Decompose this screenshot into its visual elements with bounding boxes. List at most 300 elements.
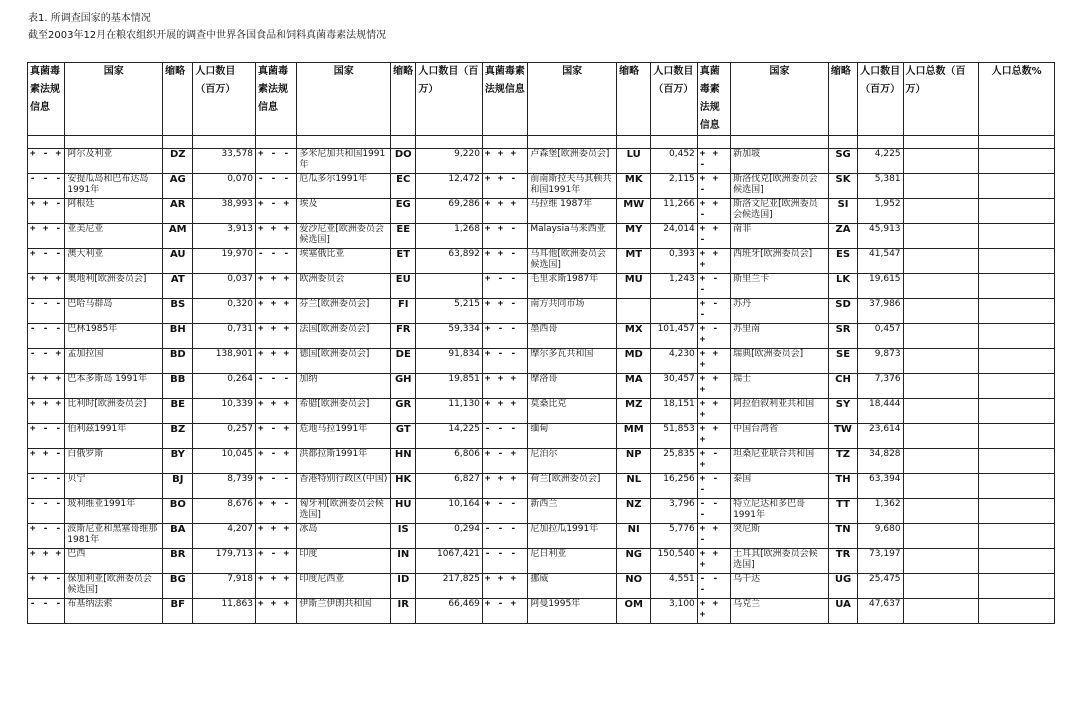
table-row bbox=[28, 549, 1055, 574]
country-code: ID bbox=[391, 574, 416, 599]
population: 11,130 bbox=[416, 399, 483, 424]
regulation-symbols: - - + bbox=[28, 349, 65, 374]
country-code: SY bbox=[828, 399, 857, 424]
country-code: GH bbox=[391, 374, 416, 399]
country-code: AG bbox=[163, 174, 193, 199]
country-code: BS bbox=[163, 299, 193, 324]
population: 0,320 bbox=[193, 299, 256, 324]
table-row bbox=[28, 374, 1055, 399]
population: 179,713 bbox=[193, 549, 256, 574]
population: 91,834 bbox=[416, 349, 483, 374]
country-name: 欧洲委员会 bbox=[297, 274, 391, 299]
table-row bbox=[28, 249, 1055, 274]
country-code: ET bbox=[391, 249, 416, 274]
regulation-symbols: + + - bbox=[482, 174, 527, 199]
country-name: 玻利维亚1991年 bbox=[65, 499, 163, 524]
regulation-symbols: - - - bbox=[28, 499, 65, 524]
country-code: TZ bbox=[828, 449, 857, 474]
country-code: DE bbox=[391, 349, 416, 374]
header-country: 国家 bbox=[528, 63, 617, 136]
regulation-symbols: + - - bbox=[28, 524, 65, 549]
population-total bbox=[903, 424, 979, 449]
population: 14,225 bbox=[416, 424, 483, 449]
regulation-symbols: + + + bbox=[482, 399, 527, 424]
population-total bbox=[903, 199, 979, 224]
population-total bbox=[903, 349, 979, 374]
country-name: 苏里南 bbox=[731, 324, 829, 349]
country-name: 斯洛文尼亚[欧洲委员会候选国] bbox=[731, 199, 829, 224]
regulation-symbols: + + + bbox=[482, 199, 527, 224]
country-name: 伯利兹1991年 bbox=[65, 424, 163, 449]
country-name: 南非 bbox=[731, 224, 829, 249]
population-total bbox=[903, 549, 979, 574]
population: 0,257 bbox=[193, 424, 256, 449]
population: 30,457 bbox=[651, 374, 697, 399]
regulation-symbols: + - - bbox=[697, 299, 730, 324]
regulation-symbols: - - - bbox=[697, 574, 730, 599]
country-name: 乌干达 bbox=[731, 574, 829, 599]
population-percent bbox=[979, 449, 1055, 474]
header-reg: 真菌毒素法规信息 bbox=[482, 63, 527, 136]
country-code: BJ bbox=[163, 474, 193, 499]
country-code: IR bbox=[391, 599, 416, 624]
population: 37,986 bbox=[858, 299, 903, 324]
country-code: EE bbox=[391, 224, 416, 249]
country-code: TH bbox=[828, 474, 857, 499]
country-name: 新加坡 bbox=[731, 149, 829, 174]
country-name: 阿根廷 bbox=[65, 199, 163, 224]
regulation-symbols: + + - bbox=[28, 224, 65, 249]
population-percent bbox=[979, 424, 1055, 449]
country-name: 西班牙[欧洲委员会] bbox=[731, 249, 829, 274]
regulation-symbols: + - - bbox=[482, 349, 527, 374]
country-code: DZ bbox=[163, 149, 193, 174]
regulation-symbols: + + + bbox=[697, 549, 730, 574]
population: 0,452 bbox=[651, 149, 697, 174]
population: 0,294 bbox=[416, 524, 483, 549]
population: 10,045 bbox=[193, 449, 256, 474]
country-name: 阿拉伯叙利亚共和国 bbox=[731, 399, 829, 424]
regulation-symbols: - - - bbox=[28, 299, 65, 324]
regulation-symbols: + + + bbox=[28, 374, 65, 399]
country-code: MZ bbox=[617, 399, 651, 424]
country-code: UG bbox=[828, 574, 857, 599]
population: 9,873 bbox=[858, 349, 903, 374]
population: 59,334 bbox=[416, 324, 483, 349]
regulation-symbols: + - - bbox=[697, 274, 730, 299]
country-code: BA bbox=[163, 524, 193, 549]
spacer-row bbox=[28, 136, 1055, 149]
population-total bbox=[903, 174, 979, 199]
country-name: 墨西哥 bbox=[528, 324, 617, 349]
table-row bbox=[28, 149, 1055, 174]
population: 0,037 bbox=[193, 274, 256, 299]
country-code: EG bbox=[391, 199, 416, 224]
population-percent bbox=[979, 599, 1055, 624]
regulation-symbols: - - - bbox=[255, 174, 296, 199]
country-name: 阿尔及利亚 bbox=[65, 149, 163, 174]
population: 18,151 bbox=[651, 399, 697, 424]
country-name: 亚美尼亚 bbox=[65, 224, 163, 249]
country-name: 前南斯拉夫马其顿共和国1991年 bbox=[528, 174, 617, 199]
regulation-symbols: + - - bbox=[482, 324, 527, 349]
regulation-symbols: + + - bbox=[28, 199, 65, 224]
country-name: 布基纳法索 bbox=[65, 599, 163, 624]
country-code: BG bbox=[163, 574, 193, 599]
country-name: 毛里求斯1987年 bbox=[528, 274, 617, 299]
population-percent bbox=[979, 549, 1055, 574]
population-total bbox=[903, 599, 979, 624]
header-pop-total: 人口总数（百万） bbox=[903, 63, 979, 136]
country-code: CH bbox=[828, 374, 857, 399]
population-percent bbox=[979, 199, 1055, 224]
table-row bbox=[28, 174, 1055, 199]
country-name: 芬兰[欧洲委员会] bbox=[297, 299, 391, 324]
population: 0,264 bbox=[193, 374, 256, 399]
regulation-symbols: - - - bbox=[28, 324, 65, 349]
regulation-symbols: + - - bbox=[697, 474, 730, 499]
country-code: TN bbox=[828, 524, 857, 549]
regulation-symbols: + + + bbox=[482, 374, 527, 399]
country-code: MT bbox=[617, 249, 651, 274]
regulation-symbols: + - + bbox=[255, 449, 296, 474]
population-percent bbox=[979, 224, 1055, 249]
regulation-symbols: + + - bbox=[697, 174, 730, 199]
regulation-symbols: + + - bbox=[255, 499, 296, 524]
country-code: AU bbox=[163, 249, 193, 274]
population: 1,952 bbox=[858, 199, 903, 224]
regulation-symbols: - - - bbox=[697, 499, 730, 524]
population bbox=[416, 274, 483, 299]
country-name: 波斯尼亚和黑塞哥维那 1981年 bbox=[65, 524, 163, 549]
country-name: 特立尼达和多巴哥1991年 bbox=[731, 499, 829, 524]
country-code: NP bbox=[617, 449, 651, 474]
population: 33,578 bbox=[193, 149, 256, 174]
country-name: 尼泊尔 bbox=[528, 449, 617, 474]
population-percent bbox=[979, 399, 1055, 424]
country-name: 荷兰[欧洲委员会] bbox=[528, 474, 617, 499]
population: 0,731 bbox=[193, 324, 256, 349]
country-name: 希腊[欧洲委员会] bbox=[297, 399, 391, 424]
population: 8,739 bbox=[193, 474, 256, 499]
population: 12,472 bbox=[416, 174, 483, 199]
country-name: 德国[欧洲委员会] bbox=[297, 349, 391, 374]
regulation-symbols: + - - bbox=[482, 499, 527, 524]
country-name: 巴本多斯岛 1991年 bbox=[65, 374, 163, 399]
table-row bbox=[28, 599, 1055, 624]
table-row bbox=[28, 274, 1055, 299]
population: 217,825 bbox=[416, 574, 483, 599]
country-code: NI bbox=[617, 524, 651, 549]
regulation-symbols: + + + bbox=[255, 299, 296, 324]
regulation-symbols: + + + bbox=[697, 424, 730, 449]
country-code: BE bbox=[163, 399, 193, 424]
country-code: SK bbox=[828, 174, 857, 199]
population: 0,070 bbox=[193, 174, 256, 199]
country-name: 爱沙尼亚[欧洲委员会候选国] bbox=[297, 224, 391, 249]
population-percent bbox=[979, 149, 1055, 174]
header-country: 国家 bbox=[297, 63, 391, 136]
header-row bbox=[28, 63, 1055, 136]
country-code: LK bbox=[828, 274, 857, 299]
table-row bbox=[28, 349, 1055, 374]
table-row bbox=[28, 574, 1055, 599]
regulation-symbols: + + + bbox=[255, 324, 296, 349]
country-name: 马拉维 1987年 bbox=[528, 199, 617, 224]
population-total bbox=[903, 149, 979, 174]
country-code: MD bbox=[617, 349, 651, 374]
regulation-symbols: + + + bbox=[255, 224, 296, 249]
country-name: 新西兰 bbox=[528, 499, 617, 524]
population: 47,637 bbox=[858, 599, 903, 624]
population: 0,393 bbox=[651, 249, 697, 274]
regulation-symbols: + + + bbox=[28, 399, 65, 424]
regulation-symbols: + - - bbox=[28, 424, 65, 449]
population: 19,615 bbox=[858, 274, 903, 299]
country-name: 尼加拉瓜1991年 bbox=[528, 524, 617, 549]
regulation-symbols: + + + bbox=[255, 524, 296, 549]
country-code: MU bbox=[617, 274, 651, 299]
country-name: 摩洛哥 bbox=[528, 374, 617, 399]
header-pop: 人口数目（百万） bbox=[416, 63, 483, 136]
country-name: 印度 bbox=[297, 549, 391, 574]
population-total bbox=[903, 249, 979, 274]
population: 69,286 bbox=[416, 199, 483, 224]
header-country: 国家 bbox=[65, 63, 163, 136]
country-code: TT bbox=[828, 499, 857, 524]
population: 38,993 bbox=[193, 199, 256, 224]
country-code: AT bbox=[163, 274, 193, 299]
country-code: BF bbox=[163, 599, 193, 624]
country-code: EC bbox=[391, 174, 416, 199]
population: 138,901 bbox=[193, 349, 256, 374]
population-percent bbox=[979, 474, 1055, 499]
table-row bbox=[28, 399, 1055, 424]
regulation-symbols: - - - bbox=[482, 424, 527, 449]
population-total bbox=[903, 449, 979, 474]
country-name: 安提瓜岛和巴布达岛1991年 bbox=[65, 174, 163, 199]
regulation-symbols: + + + bbox=[482, 474, 527, 499]
population-total bbox=[903, 324, 979, 349]
country-name: 比利时[欧洲委员会] bbox=[65, 399, 163, 424]
country-name: 阿曼1995年 bbox=[528, 599, 617, 624]
regulation-symbols: + - + bbox=[697, 324, 730, 349]
country-code: SD bbox=[828, 299, 857, 324]
regulation-symbols: - - - bbox=[28, 599, 65, 624]
regulation-symbols: + - + bbox=[255, 199, 296, 224]
regulation-symbols: + + + bbox=[697, 374, 730, 399]
country-name: 巴林1985年 bbox=[65, 324, 163, 349]
table-row bbox=[28, 499, 1055, 524]
regulation-symbols: + - - bbox=[482, 274, 527, 299]
regulation-symbols: + - - bbox=[255, 474, 296, 499]
regulation-symbols: + + - bbox=[697, 149, 730, 174]
population: 9,680 bbox=[858, 524, 903, 549]
country-code: BY bbox=[163, 449, 193, 474]
regulation-symbols: + + + bbox=[697, 399, 730, 424]
header-abbr: 缩略 bbox=[163, 63, 193, 136]
population-percent bbox=[979, 274, 1055, 299]
population-percent bbox=[979, 299, 1055, 324]
population-percent bbox=[979, 349, 1055, 374]
population: 4,207 bbox=[193, 524, 256, 549]
country-code: NG bbox=[617, 549, 651, 574]
regulation-symbols: - - - bbox=[28, 474, 65, 499]
country-name: 孟加拉国 bbox=[65, 349, 163, 374]
country-name: 坦桑尼亚联合共和国 bbox=[731, 449, 829, 474]
country-name: 挪威 bbox=[528, 574, 617, 599]
country-code: NO bbox=[617, 574, 651, 599]
table-row bbox=[28, 424, 1055, 449]
population: 1,362 bbox=[858, 499, 903, 524]
country-name: 马耳他[欧洲委员会候选国] bbox=[528, 249, 617, 274]
population: 3,100 bbox=[651, 599, 697, 624]
population: 4,225 bbox=[858, 149, 903, 174]
regulation-symbols: + - - bbox=[28, 249, 65, 274]
population: 18,444 bbox=[858, 399, 903, 424]
regulation-symbols: + + - bbox=[28, 574, 65, 599]
population: 101,457 bbox=[651, 324, 697, 349]
country-code: FI bbox=[391, 299, 416, 324]
country-code: NL bbox=[617, 474, 651, 499]
country-name: 加纳 bbox=[297, 374, 391, 399]
regulation-symbols: - - - bbox=[255, 249, 296, 274]
header-pop-pct: 人口总数% bbox=[979, 63, 1055, 136]
header-country: 国家 bbox=[731, 63, 829, 136]
table-subtitle: 截至2003年12月在粮农组织开展的调查中世界各国食品和饲料真菌毒素法规情况 bbox=[28, 30, 387, 41]
population: 6,806 bbox=[416, 449, 483, 474]
country-name: 厄瓜多尔1991年 bbox=[297, 174, 391, 199]
regulation-symbols: + + + bbox=[255, 574, 296, 599]
country-name: 尼日利亚 bbox=[528, 549, 617, 574]
country-name: 摩尔多瓦共和国 bbox=[528, 349, 617, 374]
regulation-symbols: + - + bbox=[697, 449, 730, 474]
regulation-symbols: + + + bbox=[255, 349, 296, 374]
regulation-symbols: + - + bbox=[482, 599, 527, 624]
country-code: MK bbox=[617, 174, 651, 199]
country-code: UA bbox=[828, 599, 857, 624]
country-name: 洪都拉斯1991年 bbox=[297, 449, 391, 474]
regulation-symbols: + + - bbox=[482, 299, 527, 324]
population-total bbox=[903, 299, 979, 324]
country-code: SG bbox=[828, 149, 857, 174]
population-total bbox=[903, 374, 979, 399]
country-name: 土耳其[欧洲委员会候选国] bbox=[731, 549, 829, 574]
regulation-symbols: + + - bbox=[482, 249, 527, 274]
regulation-symbols: + + + bbox=[255, 599, 296, 624]
regulation-symbols: + + + bbox=[697, 249, 730, 274]
country-code: TR bbox=[828, 549, 857, 574]
country-code: ZA bbox=[828, 224, 857, 249]
table-row bbox=[28, 449, 1055, 474]
country-name: 斯洛伐克[欧洲委员会候选国] bbox=[731, 174, 829, 199]
regulation-symbols: + - + bbox=[482, 449, 527, 474]
country-name: 突尼斯 bbox=[731, 524, 829, 549]
country-code: ES bbox=[828, 249, 857, 274]
population: 66,469 bbox=[416, 599, 483, 624]
regulation-symbols: + + - bbox=[697, 224, 730, 249]
population: 25,835 bbox=[651, 449, 697, 474]
population: 5,381 bbox=[858, 174, 903, 199]
country-name: 白俄罗斯 bbox=[65, 449, 163, 474]
regulations-table bbox=[27, 62, 1055, 624]
table-body bbox=[28, 149, 1055, 624]
population-total bbox=[903, 399, 979, 424]
country-name: 乌克兰 bbox=[731, 599, 829, 624]
country-code: AM bbox=[163, 224, 193, 249]
table-caption: 表1. 所调查国家的基本情况 bbox=[28, 13, 151, 24]
regulation-symbols: - - - bbox=[28, 174, 65, 199]
population-percent bbox=[979, 574, 1055, 599]
population: 19,851 bbox=[416, 374, 483, 399]
country-name: 多米尼加共和国1991年 bbox=[297, 149, 391, 174]
regulation-symbols: + + + bbox=[697, 349, 730, 374]
country-code: MY bbox=[617, 224, 651, 249]
country-name: 奥地利[欧洲委员会] bbox=[65, 274, 163, 299]
country-code: SE bbox=[828, 349, 857, 374]
table-row bbox=[28, 224, 1055, 249]
population-percent bbox=[979, 524, 1055, 549]
country-name: 瑞士 bbox=[731, 374, 829, 399]
country-name: 冰岛 bbox=[297, 524, 391, 549]
country-name: 莫桑比克 bbox=[528, 399, 617, 424]
country-code: SI bbox=[828, 199, 857, 224]
country-code: HK bbox=[391, 474, 416, 499]
population-percent bbox=[979, 374, 1055, 399]
country-name: 埃塞俄比亚 bbox=[297, 249, 391, 274]
country-name: 澳大利亚 bbox=[65, 249, 163, 274]
population-total bbox=[903, 224, 979, 249]
population: 7,376 bbox=[858, 374, 903, 399]
regulation-symbols: - - - bbox=[482, 524, 527, 549]
country-name: 苏丹 bbox=[731, 299, 829, 324]
country-name: 伊斯兰伊朗共和国 bbox=[297, 599, 391, 624]
population: 1,268 bbox=[416, 224, 483, 249]
table-row bbox=[28, 199, 1055, 224]
regulation-symbols: + + + bbox=[255, 399, 296, 424]
population: 16,256 bbox=[651, 474, 697, 499]
population: 63,394 bbox=[858, 474, 903, 499]
population: 6,827 bbox=[416, 474, 483, 499]
population-percent bbox=[979, 249, 1055, 274]
country-code: BZ bbox=[163, 424, 193, 449]
population-percent bbox=[979, 174, 1055, 199]
population: 10,164 bbox=[416, 499, 483, 524]
country-code: BH bbox=[163, 324, 193, 349]
country-name: 贝宁 bbox=[65, 474, 163, 499]
population: 23,614 bbox=[858, 424, 903, 449]
country-code: FR bbox=[391, 324, 416, 349]
country-code: BB bbox=[163, 374, 193, 399]
population: 9,220 bbox=[416, 149, 483, 174]
country-name: 泰国 bbox=[731, 474, 829, 499]
country-code: AR bbox=[163, 199, 193, 224]
population bbox=[651, 299, 697, 324]
country-name: 埃及 bbox=[297, 199, 391, 224]
country-name: 匈牙利[欧洲委员会候选国] bbox=[297, 499, 391, 524]
population: 34,828 bbox=[858, 449, 903, 474]
country-code bbox=[617, 299, 651, 324]
regulation-symbols: + + + bbox=[482, 149, 527, 174]
regulation-symbols: + + + bbox=[255, 274, 296, 299]
population: 2,115 bbox=[651, 174, 697, 199]
regulation-symbols: + + - bbox=[697, 199, 730, 224]
regulation-symbols: + + - bbox=[697, 524, 730, 549]
header-abbr: 缩略 bbox=[828, 63, 857, 136]
regulation-symbols: - - - bbox=[255, 374, 296, 399]
population: 25,475 bbox=[858, 574, 903, 599]
country-code: OM bbox=[617, 599, 651, 624]
